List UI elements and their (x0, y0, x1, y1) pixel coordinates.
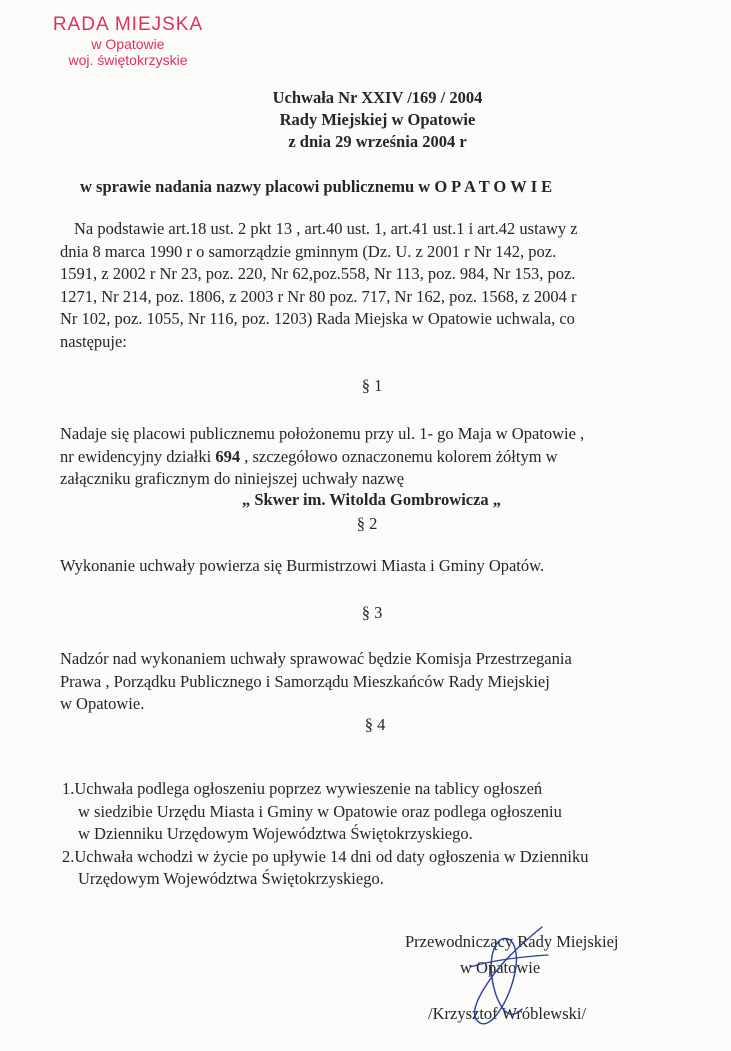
list-item: 2.Uchwała wchodzi w życie po upływie 14 dni od daty ogłoszenia w Dzienniku (62, 846, 589, 866)
signature-role: Przewodniczący Rady Miejskiej (405, 932, 619, 951)
resolution-body: Rady Miejskiej w Opatowie (279, 110, 476, 129)
signature-place: w Opatowie (460, 958, 541, 977)
stamp-line-3: woj. świętokrzyskie (68, 51, 188, 68)
section-1-heading: § 1 (361, 376, 383, 395)
intro-line: następuje: (60, 331, 127, 351)
signatory-name: /Krzysztof Wróblewski/ (428, 1004, 587, 1023)
handwritten-signature (430, 905, 570, 1035)
list-item-continuation: Urzędowym Województwa Świętokrzyskiego. (78, 869, 384, 888)
list-item-continuation: w siedzibie Urzędu Miasta i Gminy w Opatowie oraz podlega ogłoszeniu (78, 801, 562, 821)
resolution-subject (80, 177, 700, 197)
section-3-paragraph (60, 648, 715, 716)
council-stamp (48, 14, 208, 68)
resolution-date: z dnia 29 września 2004 r (288, 132, 467, 151)
par3-line: Prawa , Porządku Publicznego i Samorządu Mieszkańców Rady Miejskiej (60, 671, 550, 691)
section-2-heading: § 2 (356, 514, 378, 533)
par3-line: Nadzór nad wykonaniem uchwały sprawować będzie Komisja Przestrzegania (60, 649, 572, 668)
par1-line2-a: nr ewidencyjny działki (60, 446, 216, 466)
intro-line: dnia 8 marca 1990 r o samorządzie gminnym (Dz. U. z 2001 r Nr 142, poz. (60, 241, 557, 261)
stamp-line-1: RADA MIEJSKA (52, 14, 204, 35)
par3-line: w Opatowie. (60, 694, 145, 713)
section-2-paragraph: Wykonanie uchwały powierza się Burmistrzowi Miasta i Gminy Opatów. (60, 556, 545, 575)
intro-line: Nr 102, poz. 1055, Nr 116, poz. 1203) Rada Miejska w Opatowie uchwala, co (60, 309, 575, 328)
list-item: 1.Uchwała podlega ogłoszeniu poprzez wywieszenie na tablicy ogłoszeń (62, 779, 543, 798)
square-name: „ Skwer im. Witolda Gombrowicza „ (241, 490, 502, 509)
section-1-paragraph (60, 423, 715, 491)
list-item-continuation: w Dzienniku Urzędowym Województwa Świętokrzyskiego. (78, 824, 473, 843)
par1-line (60, 446, 715, 469)
par1-line: Nadaje się placowi publicznemu położonemu przy ul. 1- go Maja w Opatowie , (60, 424, 585, 443)
par1-line2-c: , szczegółowo oznaczonemu kolorem żółtym w (240, 446, 558, 466)
legal-basis-paragraph (60, 218, 715, 353)
intro-line: Na podstawie art.18 ust. 2 pkt 13 , art.40 ust. 1, art.41 ust.1 i art.42 ustawy z (74, 219, 578, 238)
stamp-line-2: w Opatowie (91, 35, 165, 52)
section-3-heading: § 3 (361, 603, 383, 622)
intro-line: 1591, z 2002 r Nr 23, poz. 220, Nr 62,poz.558, Nr 113, poz. 984, Nr 153, poz. (60, 264, 576, 283)
subject-prefix: w sprawie nadania nazwy placowi publicznemu w (80, 177, 435, 196)
section-4-list (62, 778, 722, 891)
section-4-heading: § 4 (364, 715, 386, 734)
plot-number: 694 (215, 446, 241, 466)
intro-line: 1271, Nr 214, poz. 1806, z 2003 r Nr 80 poz. 717, Nr 162, poz. 1568, z 2004 r (60, 286, 577, 306)
resolution-title: Uchwała Nr XXIV /169 / 2004 (272, 88, 483, 107)
subject-city: OPATOWIE (434, 177, 557, 196)
par1-line: załączniku graficznym do niniejszej uchwały nazwę (60, 469, 405, 488)
